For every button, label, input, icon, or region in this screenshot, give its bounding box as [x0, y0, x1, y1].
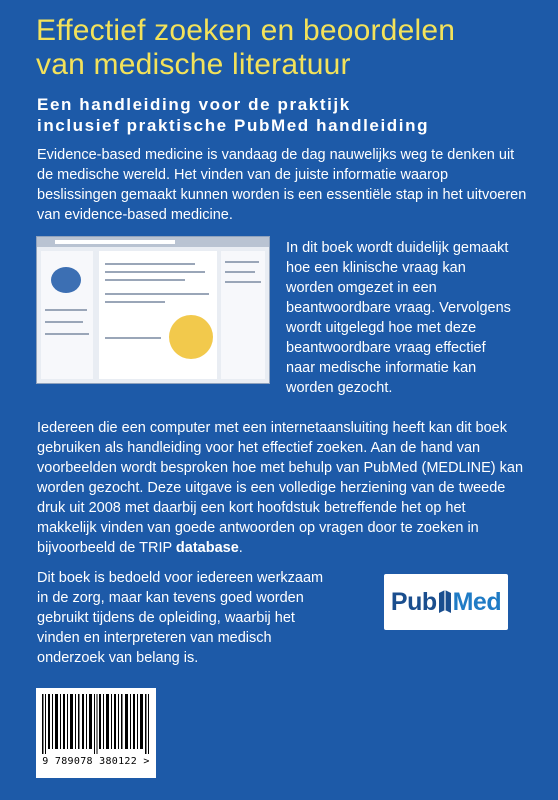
database-text: database: [175, 540, 239, 556]
book-subtitle: [37, 94, 547, 136]
subtitle-line-1: Een handleiding voor de praktijk: [37, 95, 351, 114]
usage-paragraph-end: .: [238, 540, 243, 556]
text-line: [105, 263, 195, 265]
barcode: [36, 688, 156, 778]
intro-paragraph: Evidence-based medicine is vandaag de dag nauwelijks weg te denken uit de medische wereld. Het vinden van de juiste informatie waarop beslissingen gemaakt kunnen worden is een essentiële stap in het uitvoeren van evidence-based medicine.: [37, 147, 527, 223]
pubmed-logo: [384, 574, 508, 630]
text-line: [105, 279, 185, 281]
text-line: [225, 281, 261, 283]
usage-paragraph: [37, 418, 527, 558]
pubmed-logo-pub: Pub: [390, 587, 437, 616]
method-paragraph: In dit boek wordt duidelijk gemaakt hoe een klinische vraag kan worden omgezet in een beantwoordbare vraag. Vervolgens wordt uitgelegd hoe met deze beantwoordbare vraag effectief naar medische informatie kan worden gezocht.: [286, 240, 511, 396]
text-line: [105, 337, 161, 339]
text-line: [45, 333, 89, 335]
barcode-bars-icon: [42, 694, 150, 754]
text-line: [225, 261, 259, 263]
circle-graphic: [169, 315, 213, 359]
website-screenshot-image: [36, 236, 270, 384]
title-line-1: Effectief zoeken en beoordelen: [36, 14, 456, 47]
usage-paragraph-text: Iedereen die een computer met een internetaansluiting heeft kan dit boek gebruiken als handleiding voor het effectief zoeken. Aan de hand van voorbeelden wordt besproken hoe met behulp van PubMed (MEDLINE) kan worden gezocht. Deze uitgave is een volledige herziening van de tweede druk uit 2008 met daarbij een kort hoofdstuk betreffende het op het makkelijk vinden van goede antwoorden op vragen door te zoeken in bijvoorbeeld de TRIP: [37, 420, 524, 556]
isbn-number: 9 789078 380122 >: [42, 756, 150, 767]
text-line: [105, 293, 209, 295]
logo-graphic: [51, 267, 81, 293]
subtitle-line-2: inclusief praktische PubMed handleiding: [37, 116, 430, 135]
text-line: [225, 271, 255, 273]
address-bar: [55, 240, 175, 244]
book-title: [36, 14, 546, 82]
book-icon: [438, 589, 452, 615]
text-line: [45, 309, 87, 311]
text-line: [105, 271, 205, 273]
audience-paragraph: Dit boek is bedoeld voor iedereen werkzaam in de zorg, maar kan tevens goed worden gebruikt tijdens de opleiding, waarbij het vinden en interpreteren van medisch onderzoek van belang is.: [37, 570, 324, 666]
text-line: [45, 321, 83, 323]
pubmed-logo-med: Med: [452, 587, 502, 616]
text-line: [105, 301, 165, 303]
title-line-2: van medische literatuur: [36, 48, 351, 81]
